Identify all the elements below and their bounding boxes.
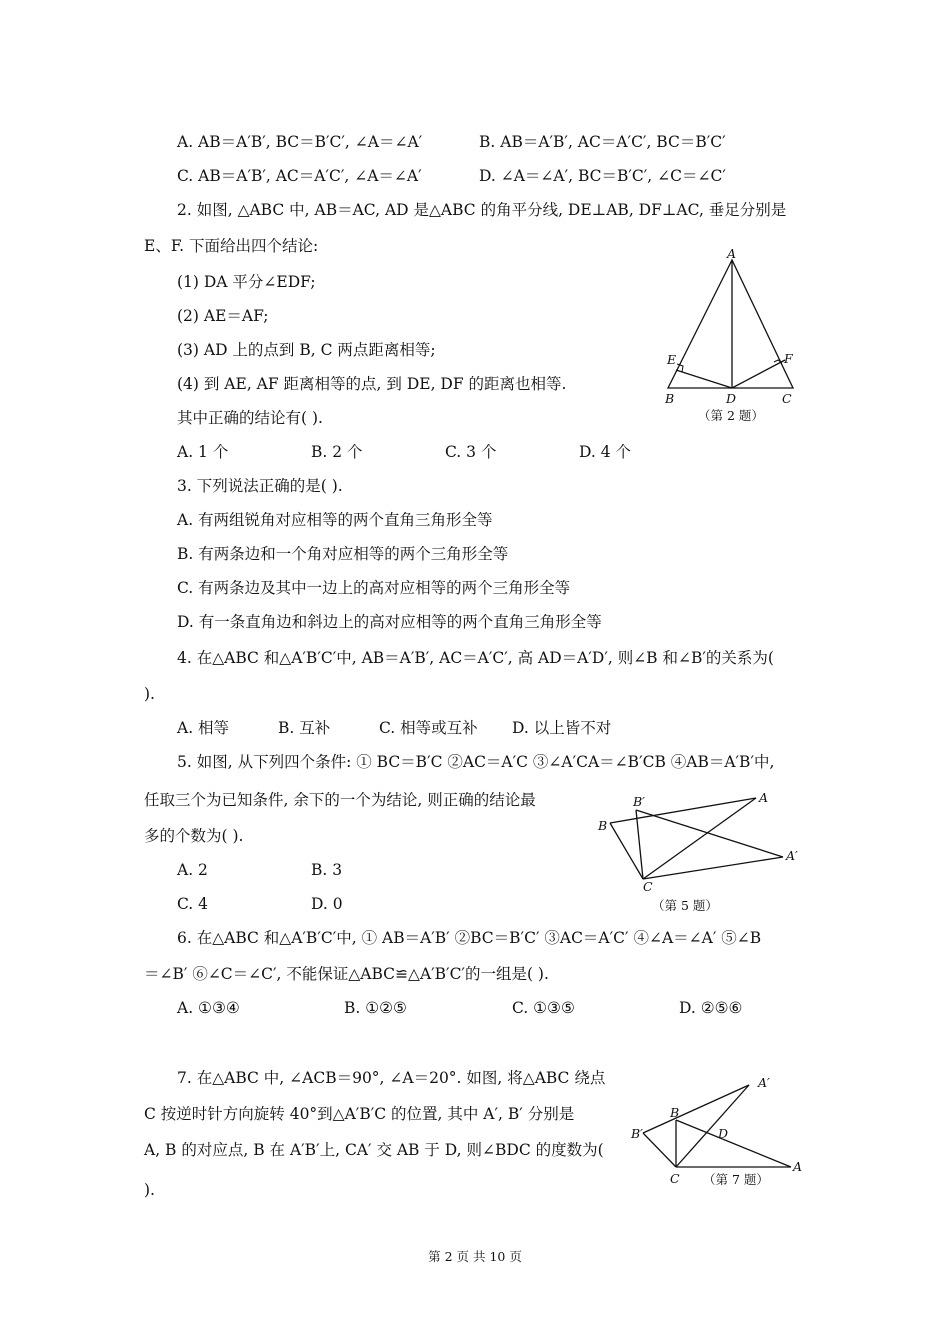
- text-line: ＝∠B′ ⑥∠C＝∠C′, 不能保证△ABC≌△A′B′C′的一组是( ).: [144, 965, 549, 983]
- text-line: C. 4: [177, 895, 209, 913]
- text-line: A. 1 个: [177, 443, 229, 461]
- text-line: A. AB＝A′B′, BC＝B′C′, ∠A＝∠A′: [177, 133, 423, 151]
- text-line: 3. 下列说法正确的是( ).: [177, 477, 343, 495]
- fig2-label-A: A: [727, 246, 737, 261]
- text-line: D. 以上皆不对: [512, 719, 612, 737]
- figure-7-caption: （第 7 题）: [703, 1172, 769, 1187]
- text-line: D. 有一条直角边和斜边上的高对应相等的两个直角三角形全等: [177, 613, 602, 631]
- fig2-label-D: D: [726, 391, 737, 406]
- text-line: 2. 如图, △ABC 中, AB＝AC, AD 是△ABC 的角平分线, DE⊥AB, DF⊥AC, 垂足分别是: [177, 201, 787, 219]
- fig5-label-Ap: A′: [786, 848, 798, 863]
- text-line: (1) DA 平分∠EDF;: [177, 273, 316, 291]
- text-line: B. AB＝A′B′, AC＝A′C′, BC＝B′C′: [479, 133, 726, 151]
- figure-5-triangles-diagram: [593, 790, 813, 900]
- text-line: E、F. 下面给出四个结论:: [144, 237, 319, 255]
- fig2-label-C: C: [782, 391, 792, 406]
- figure-2-triangle-diagram: [655, 245, 815, 415]
- text-line: 4. 在△ABC 和△A′B′C′中, AB＝A′B′, AC＝A′C′, 高 AD＝A′D′, 则∠B 和∠B′的关系为(: [177, 649, 774, 667]
- text-line: ).: [144, 1181, 155, 1199]
- fig7-label-B: B: [670, 1105, 680, 1120]
- text-line: B. 有两条边和一个角对应相等的两个三角形全等: [177, 545, 509, 563]
- fig7-label-Bp: B′: [631, 1126, 644, 1141]
- text-line: 6. 在△ABC 和△A′B′C′中, ① AB＝A′B′ ②BC＝B′C′ ③AC＝A′C′ ④∠A＝∠A′ ⑤∠B: [177, 929, 762, 947]
- text-line: D. ②⑤⑥: [679, 999, 743, 1017]
- text-line: D. 0: [311, 895, 343, 913]
- text-line: C. AB＝A′B′, AC＝A′C′, ∠A＝∠A′: [177, 167, 422, 185]
- text-line: D. 4 个: [579, 443, 632, 461]
- text-line: A. ①③④: [177, 999, 240, 1017]
- text-line: C. 相等或互补: [379, 719, 478, 737]
- text-line: (2) AE＝AF;: [177, 307, 269, 325]
- text-line: B. ①②⑤: [344, 999, 407, 1017]
- text-line: C. 有两条边及其中一边上的高对应相等的两个三角形全等: [177, 579, 571, 597]
- page-footer: 第 2 页 共 10 页: [428, 1249, 522, 1264]
- fig7-label-C: C: [670, 1171, 680, 1186]
- fig5-label-B: B: [598, 818, 608, 833]
- figure-2-caption: （第 2 题）: [698, 408, 764, 423]
- figure-5-caption: （第 5 题）: [652, 898, 718, 913]
- text-line: 任取三个为已知条件, 余下的一个为结论, 则正确的结论最: [144, 791, 536, 809]
- text-line: A, B 的对应点, B 在 A′B′上, CA′ 交 AB 于 D, 则∠BDC 的度数为(: [144, 1141, 604, 1159]
- text-line: C 按逆时针方向旋转 40°到△A′B′C 的位置, 其中 A′, B′ 分别是: [144, 1105, 575, 1123]
- text-line: B. 2 个: [311, 443, 363, 461]
- text-line: A. 相等: [177, 719, 230, 737]
- text-line: (4) 到 AE, AF 距离相等的点, 到 DE, DF 的距离也相等.: [177, 375, 567, 393]
- text-line: A. 有两组锐角对应相等的两个直角三角形全等: [177, 511, 493, 529]
- text-line: 多的个数为( ).: [144, 827, 244, 845]
- fig5-label-C: C: [643, 879, 653, 894]
- text-line: B. 3: [311, 861, 343, 879]
- fig7-label-A: A: [793, 1159, 803, 1174]
- fig5-label-Bp: B′: [633, 794, 646, 809]
- fig7-label-Ap: A′: [758, 1075, 770, 1090]
- text-line: D. ∠A＝∠A′, BC＝B′C′, ∠C＝∠C′: [479, 167, 726, 185]
- text-line: ).: [144, 685, 155, 703]
- fig2-label-E: E: [667, 352, 677, 367]
- fig7-label-D: D: [718, 1126, 729, 1141]
- fig2-label-F: F: [784, 351, 793, 366]
- text-line: B. 互补: [278, 719, 331, 737]
- text-line: (3) AD 上的点到 B, C 两点距离相等;: [177, 341, 436, 359]
- text-line: A. 2: [177, 861, 208, 879]
- text-line: 其中正确的结论有( ).: [177, 409, 323, 427]
- text-line: C. ①③⑤: [512, 999, 575, 1017]
- fig2-label-B: B: [665, 391, 675, 406]
- fig5-label-A: A: [759, 790, 769, 805]
- text-line: 5. 如图, 从下列四个条件: ① BC＝B′C ②AC＝A′C ③∠A′CA＝∠B′CB ④AB＝A′B′中,: [177, 753, 775, 771]
- text-line: C. 3 个: [445, 443, 497, 461]
- text-line: 7. 在△ABC 中, ∠ACB＝90°, ∠A＝20°. 如图, 将△ABC 绕点: [177, 1069, 606, 1087]
